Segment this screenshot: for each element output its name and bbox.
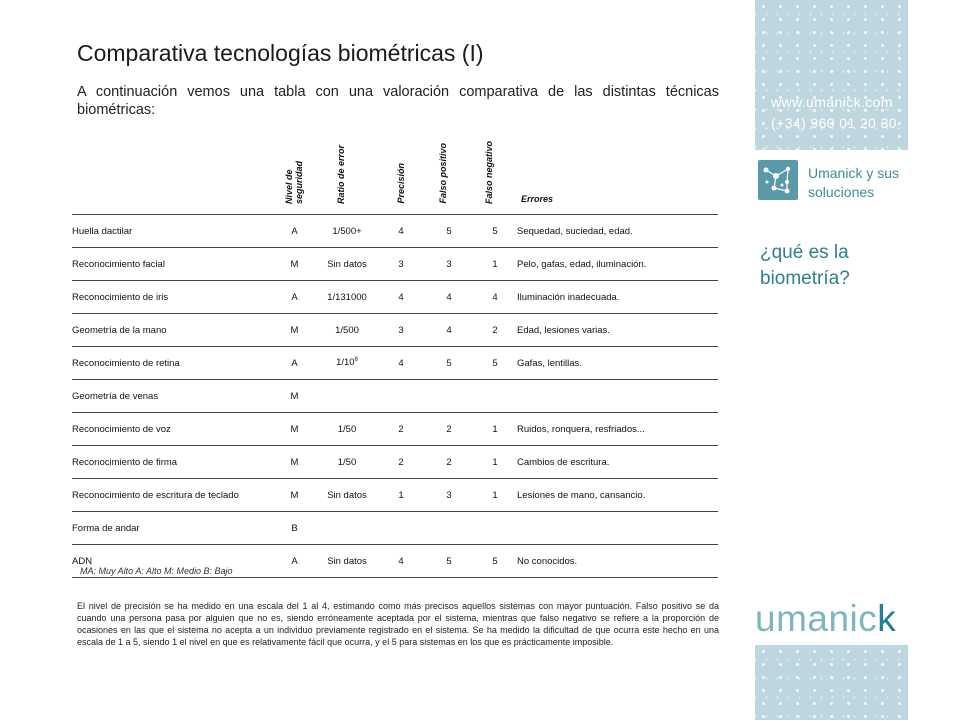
cell-errors <box>517 380 718 413</box>
cell-errors: Lesiones de mano, cansancio. <box>517 479 718 512</box>
cell-precision: 4 <box>377 215 425 248</box>
slide-title: Comparativa tecnologías biométricas (I) <box>77 40 484 66</box>
website-link[interactable]: www.umanick.com <box>771 94 893 110</box>
cell-false-positive <box>425 512 473 545</box>
cell-false-negative: 4 <box>473 281 517 314</box>
cell-technique: Reconocimiento facial <box>72 248 272 281</box>
table-row <box>72 446 718 479</box>
cell-false-positive: 3 <box>425 479 473 512</box>
table-row <box>72 215 718 248</box>
cell-precision <box>377 380 425 413</box>
cell-error-ratio: 1/50 <box>317 446 377 479</box>
footnote-text: El nivel de precisión se ha medido en una escala del 1 al 4, estimando como más precisos aquellos sistemas con mayor puntuación. Falso positivo se da cuando una persona pasa por alguien que no es, siendo erróneamente aceptada por el sistema, mientras que falso negativo se refiere a la proporción de ocasiones en las que el sistema no acepta a un individuo previamente registrado en el sistema. Se ha medido la dificultad de que ocurra este hecho en una escala de 1 a 5, siendo 1 el nivel en que es relativamente fácil que ocurra, y el 5 para sistemas en los que es prácticamente imposible. <box>77 601 719 647</box>
cell-security: M <box>272 314 317 347</box>
table-row <box>72 512 718 545</box>
cell-security: M <box>272 479 317 512</box>
cell-false-positive: 2 <box>425 413 473 446</box>
cell-precision: 4 <box>377 545 425 578</box>
cell-security: B <box>272 512 317 545</box>
intro-text: A continuación vemos una tabla con una valoración comparativa de las distintas técnicas biométricas: <box>77 84 719 118</box>
cell-false-negative <box>473 512 517 545</box>
cell-false-negative: 5 <box>473 347 517 380</box>
cell-false-positive: 3 <box>425 248 473 281</box>
cell-error-ratio <box>317 380 377 413</box>
header-technique <box>72 138 272 215</box>
cell-false-negative: 2 <box>473 314 517 347</box>
cell-false-positive: 5 <box>425 215 473 248</box>
cell-security: M <box>272 446 317 479</box>
cell-false-negative: 5 <box>473 545 517 578</box>
cell-technique: Reconocimiento de voz <box>72 413 272 446</box>
cell-precision <box>377 512 425 545</box>
header-error-ratio <box>317 138 377 215</box>
cell-error-ratio: 1/500+ <box>317 215 377 248</box>
cell-false-positive <box>425 380 473 413</box>
header-false-positive <box>425 138 473 215</box>
umanick-logo: umanick <box>755 598 897 639</box>
cell-errors: Cambios de escritura. <box>517 446 718 479</box>
cell-technique: ADN <box>72 545 272 578</box>
cell-false-positive: 2 <box>425 446 473 479</box>
cell-errors: Edad, lesiones varias. <box>517 314 718 347</box>
cell-errors: No conocidos. <box>517 545 718 578</box>
cell-error-ratio: Sin datos <box>317 248 377 281</box>
cell-false-negative <box>473 380 517 413</box>
header-false-positive-label: Falso positivo <box>438 143 448 204</box>
table-row <box>72 314 718 347</box>
cell-precision: 3 <box>377 248 425 281</box>
cell-false-negative: 1 <box>473 446 517 479</box>
cell-security: A <box>272 347 317 380</box>
cell-security: M <box>272 380 317 413</box>
cell-technique: Huella dactilar <box>72 215 272 248</box>
cell-false-positive: 4 <box>425 281 473 314</box>
cell-security: A <box>272 215 317 248</box>
cell-security: A <box>272 281 317 314</box>
cell-error-ratio: Sin datos <box>317 545 377 578</box>
cell-precision: 3 <box>377 314 425 347</box>
cell-technique: Reconocimiento de escritura de teclado <box>72 479 272 512</box>
cell-error-ratio: 1/50 <box>317 413 377 446</box>
header-errors <box>517 138 718 215</box>
table-row <box>72 281 718 314</box>
cell-false-positive: 5 <box>425 347 473 380</box>
biometrics-comparison-table <box>72 138 718 578</box>
cell-errors: Pelo, gafas, edad, iluminación. <box>517 248 718 281</box>
cell-error-ratio <box>317 512 377 545</box>
cell-technique: Reconocimiento de firma <box>72 446 272 479</box>
table-row <box>72 347 718 380</box>
cell-precision: 2 <box>377 413 425 446</box>
header-precision <box>377 138 425 215</box>
cell-error-ratio: 1/500 <box>317 314 377 347</box>
cell-false-negative: 1 <box>473 248 517 281</box>
table-row <box>72 413 718 446</box>
cell-errors: Gafas, lentillas. <box>517 347 718 380</box>
legend-note: MA: Muy Alto A: Alto M: Medio B: Bajo <box>80 566 233 576</box>
cell-precision: 2 <box>377 446 425 479</box>
umanick-solutions-link[interactable]: Umanick y sus soluciones <box>808 165 900 200</box>
logo-band <box>755 596 908 644</box>
network-nodes-icon[interactable] <box>758 160 798 200</box>
cell-precision: 4 <box>377 281 425 314</box>
pattern-bottom <box>755 645 908 720</box>
cell-errors <box>517 512 718 545</box>
header-precision-label: Precisión <box>396 163 406 204</box>
header-error-ratio-label: Ratio de error <box>336 144 346 204</box>
cell-false-positive: 4 <box>425 314 473 347</box>
header-security <box>272 138 317 215</box>
cell-errors: Ruidos, ronquera, resfriados... <box>517 413 718 446</box>
cell-error-ratio: 1/131000 <box>317 281 377 314</box>
table-row <box>72 479 718 512</box>
phone-number: (+34) 960 01 20 30 <box>771 115 897 131</box>
cell-error-ratio: Sin datos <box>317 479 377 512</box>
cell-errors: Sequedad, suciedad, edad. <box>517 215 718 248</box>
cell-precision: 4 <box>377 347 425 380</box>
cell-security: M <box>272 248 317 281</box>
cell-technique: Reconocimiento de iris <box>72 281 272 314</box>
table-row <box>72 248 718 281</box>
contact-block <box>771 92 897 134</box>
table-header-row <box>72 138 718 215</box>
cell-false-negative: 5 <box>473 215 517 248</box>
header-false-negative-label: Falso negativo <box>484 140 494 204</box>
cell-false-negative: 1 <box>473 479 517 512</box>
sidebar <box>755 0 960 720</box>
header-errors-label: Errores <box>521 194 554 204</box>
cell-technique: Geometría de venas <box>72 380 272 413</box>
cell-security: A <box>272 545 317 578</box>
cell-errors: Iluminación inadecuada. <box>517 281 718 314</box>
cell-false-negative: 1 <box>473 413 517 446</box>
cell-false-positive: 5 <box>425 545 473 578</box>
header-false-negative <box>473 138 517 215</box>
cell-security: M <box>272 413 317 446</box>
cell-technique: Geometría de la mano <box>72 314 272 347</box>
table-row <box>72 380 718 413</box>
cell-precision: 1 <box>377 479 425 512</box>
cell-error-ratio: $1/10^6$ <box>317 347 377 380</box>
cell-technique: Reconocimiento de retina <box>72 347 272 380</box>
what-is-biometrics-link[interactable]: ¿qué es la biometría? <box>760 242 850 289</box>
header-security-label: Nivel de seguridad <box>283 160 304 204</box>
cell-technique: Forma de andar <box>72 512 272 545</box>
